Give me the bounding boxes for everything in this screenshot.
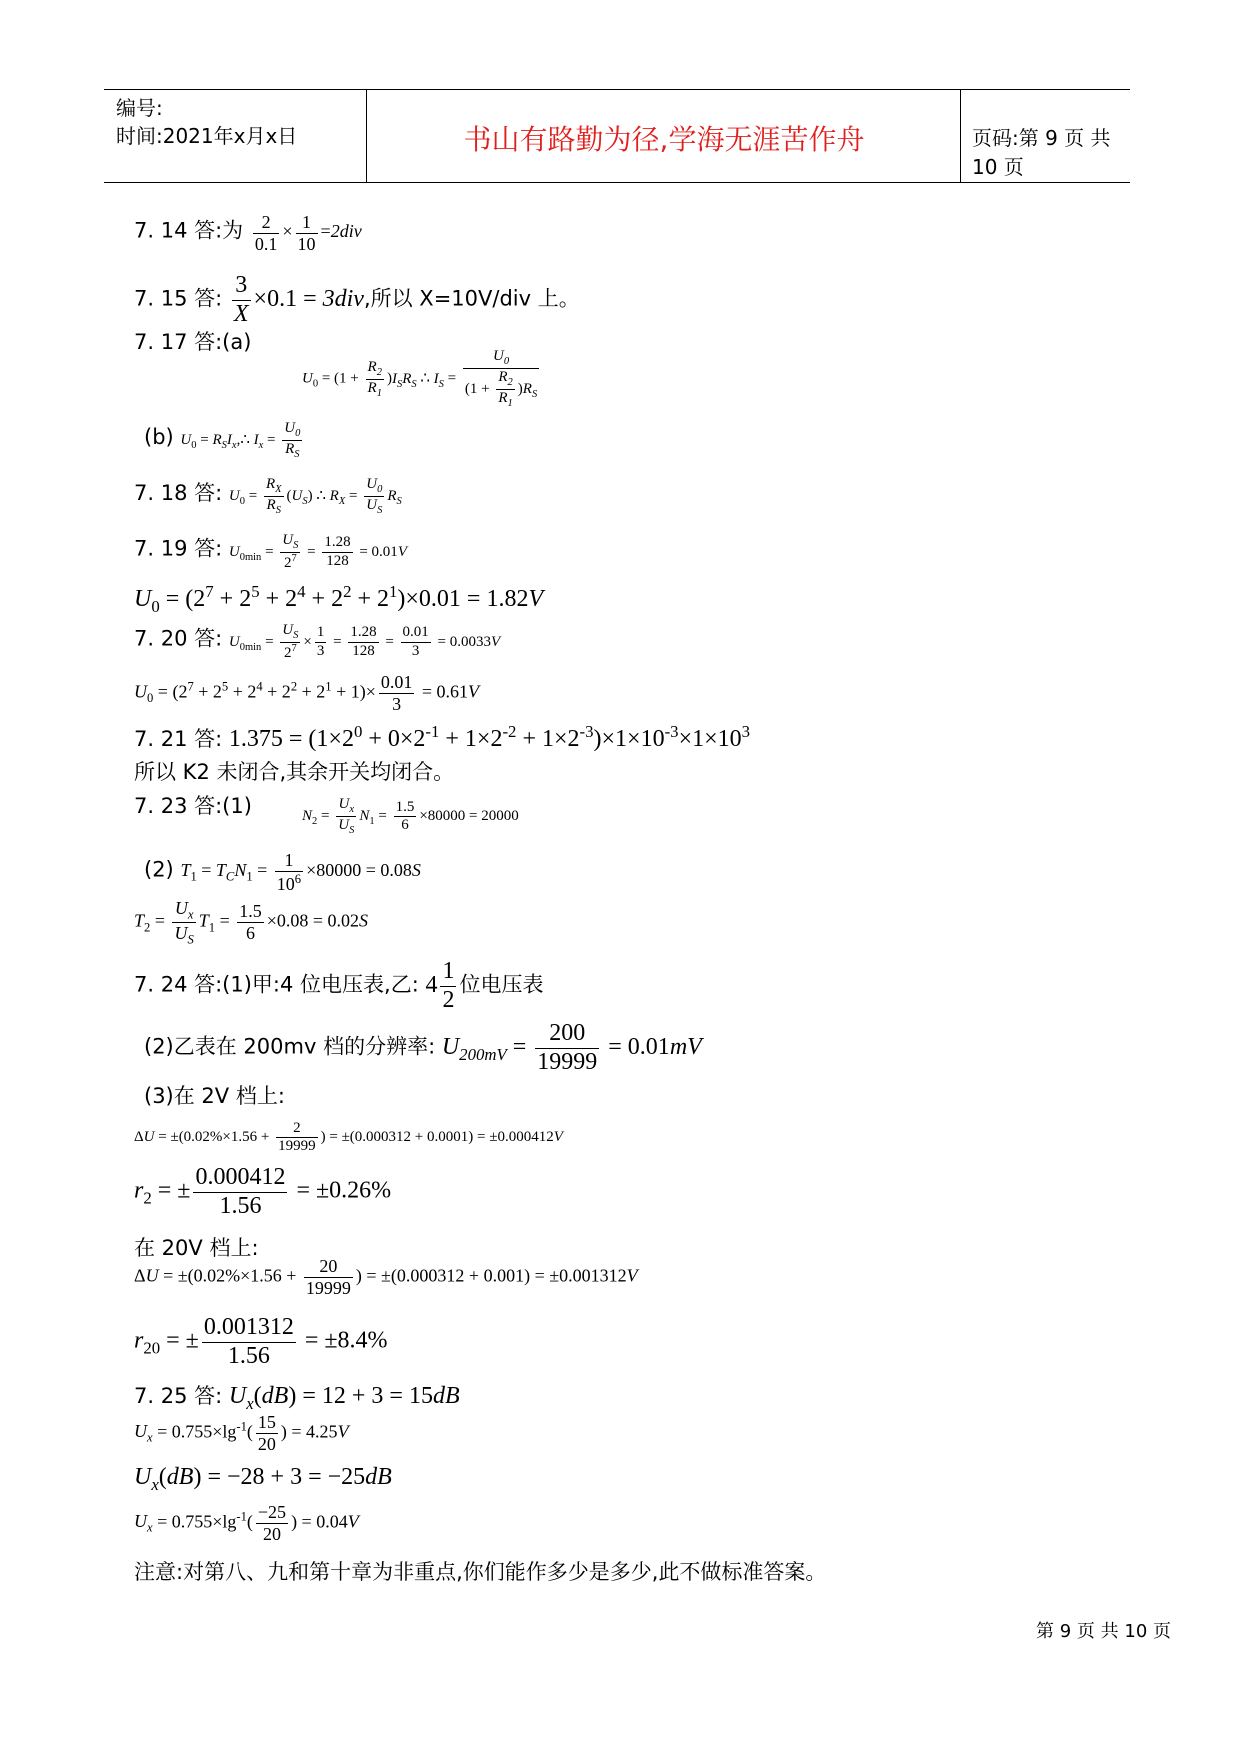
header-divider: [960, 90, 961, 182]
formula-7-24-3b: $r_2$ = ± $\frac{0.000412}{1.56}$ = ±0.26%: [134, 1164, 392, 1219]
answer-7-15: 7. 15 答: $\frac{3}{X}$ ×0.1 = 3div,所以 X=10V/div 上。: [134, 272, 580, 327]
answer-7-21: 7. 21 答: $1.375 = (1\times 2^0 + 0\times 2^{-1} + 1\times 2^{-2} + 1\times 2^{-3})\times 1\times 10^{-3}\times 1\times 10^3$: [134, 722, 751, 752]
header-motto: 书山有路勤为径,学海无涯苦作舟: [463, 123, 865, 156]
answer-7-25: 7. 25 答: $U_x(dB) = 12 + 3 = 15dB$: [134, 1383, 460, 1413]
formula-7-23-3: $T_2$ = $\frac{U_x}{U_S}$ $T_1$ = $\frac{1.5}{6}$ ×0.08 = 0.02S: [134, 898, 369, 947]
answer-7-24-3: (3)在 2V 档上:: [144, 1084, 285, 1108]
time-label: 时间:2021年x月x日: [116, 124, 298, 148]
answer-7-23-2: (2) $T_1 = T_CN_1$ = $\frac{1}{10^6}$ ×80000 = 0.08S: [144, 850, 421, 894]
answer-7-23: [134, 790, 252, 820]
answer-7-18: 7. 18 答: $U_0$ = $\frac{R_X}{R_S}$ $(U_S)$ ∴ $R_X$ = $\frac{U_0}{U_S}$ $R_S$: [134, 476, 402, 517]
page-footer: 第 9 页 共 10 页: [1036, 1621, 1171, 1642]
answer-label: 7. 20 答:: [134, 626, 223, 651]
answer-7-19: 7. 19 答: $U_{0min}$ = $\frac{U_S}{2^7}$ = $\frac{1.28}{128}$ = 0.01V: [134, 532, 407, 572]
answer-label: (2): [144, 857, 174, 882]
answer-label: 7. 15 答:: [134, 286, 223, 311]
answer-label: 7. 23 答:(1): [134, 794, 252, 818]
formula-7-17-a: $U_0 = (1$ + $\frac{R_2}{R_1}$ )$I_SR_S$ ∴ $I_S$ = $U_0$ (1 + $\frac{R_2}{R_1}$ )$R_S$: [302, 348, 538, 410]
answer-label: 7. 17 答:(a): [134, 330, 252, 354]
answer-7-20: 7. 20 答: $U_{0min}$ = $\frac{U_S}{2^7}$ × $\frac{1}{3}$ = $\frac{1.28}{128}$ = $\frac{0.01}{3}$ = 0.0033V: [134, 622, 501, 662]
page-header: [104, 89, 1130, 183]
header-page-code: 页码:第 9 页 共 10 页: [972, 126, 1111, 179]
formula-7-25-c: $U_x = 0.755\times\lg^{-1}$( $\frac{-25}{20}$ ) = 0.04V: [134, 1502, 359, 1544]
serial-label: 编号:: [116, 96, 163, 120]
answer-label: 7. 19 答:: [134, 536, 223, 561]
answer-7-17-a: [134, 326, 251, 356]
formula-7-25-a: $U_x = 0.755\times\lg^{-1}$( $\frac{15}{20}$ ) = 4.25V: [134, 1412, 349, 1454]
formula-7-19-b: $U_0 = (2^7 + 2^5 + 2^4 + 2^2 + 2^1)\times 0.01 = 1.82V$: [134, 582, 544, 616]
answer-label: 7. 25 答:: [134, 1384, 223, 1408]
note-text: 注意:对第八、九和第十章为非重点,你们能作多少是多少,此不做标准答案。: [134, 1560, 827, 1584]
header-left: [116, 94, 297, 150]
answer-label: 7. 21 答:: [134, 727, 223, 751]
answer-label: 7. 24 答:(1)甲:4 位电压表,乙:: [134, 972, 419, 997]
answer-text: ,所以 X=10V/div 上。: [363, 286, 580, 311]
formula-7-24-3a: ΔU = ±(0.02%×1.56 + $\frac{2}{19999}$ ) = ±(0.000312 + 0.0001) = ±0.000412V: [134, 1120, 563, 1155]
answer-7-24-20v: 在 20V 档上:: [134, 1236, 259, 1260]
answer-7-21-text: 所以 K2 未闭合,其余开关均闭合。: [134, 760, 455, 784]
answer-label: (b): [144, 425, 174, 449]
formula-7-24-20a: ΔU = ±(0.02%×1.56 + $\frac{20}{19999}$ ) = ±(0.000312 + 0.001) = ±0.001312V: [134, 1256, 638, 1298]
formula-7-25-b: $U_x(dB) = -28 + 3 = -25dB$: [134, 1464, 392, 1494]
answer-label: 7. 18 答:: [134, 481, 223, 505]
answer-7-14: 7. 14 答:为 $\frac{2}{0.1}$ × $\frac{1}{10}$ =2div: [134, 212, 362, 254]
answer-7-24: 7. 24 答:(1)甲:4 位电压表,乙: 4 $\frac{1}{2}$ 位电压表: [134, 958, 544, 1013]
header-divider: [366, 90, 367, 182]
answer-text: 位电压表: [459, 972, 544, 997]
formula-7-24-20b: $r_{20}$ = ± $\frac{0.001312}{1.56}$ = ±8.4%: [134, 1314, 388, 1369]
formula-7-23-1: $N_2$ = $\frac{U_x}{U_S}$ $N_1$ = $\frac{1.5}{6}$ ×80000 = 20000: [302, 796, 519, 837]
answer-label: 7. 14 答:为: [134, 218, 244, 243]
answer-label: (2)乙表在 200mv 档的分辨率:: [144, 1034, 436, 1059]
formula-7-20-b: $U_0 = (2^7 + 2^5 + 2^4 + 2^2 + 2^1 + 1)\times$ $\frac{0.01}{3}$ = 0.61V: [134, 672, 480, 714]
answer-7-17-b: (b) $U_0$ = $R_SI_x,\therefore$ $I_x$ = $\frac{U_0}{R_S}$: [144, 420, 301, 461]
answer-7-24-2: (2)乙表在 200mv 档的分辨率: $U_{200mV}$ = $\frac{200}{19999}$ = 0.01mV: [144, 1020, 702, 1075]
